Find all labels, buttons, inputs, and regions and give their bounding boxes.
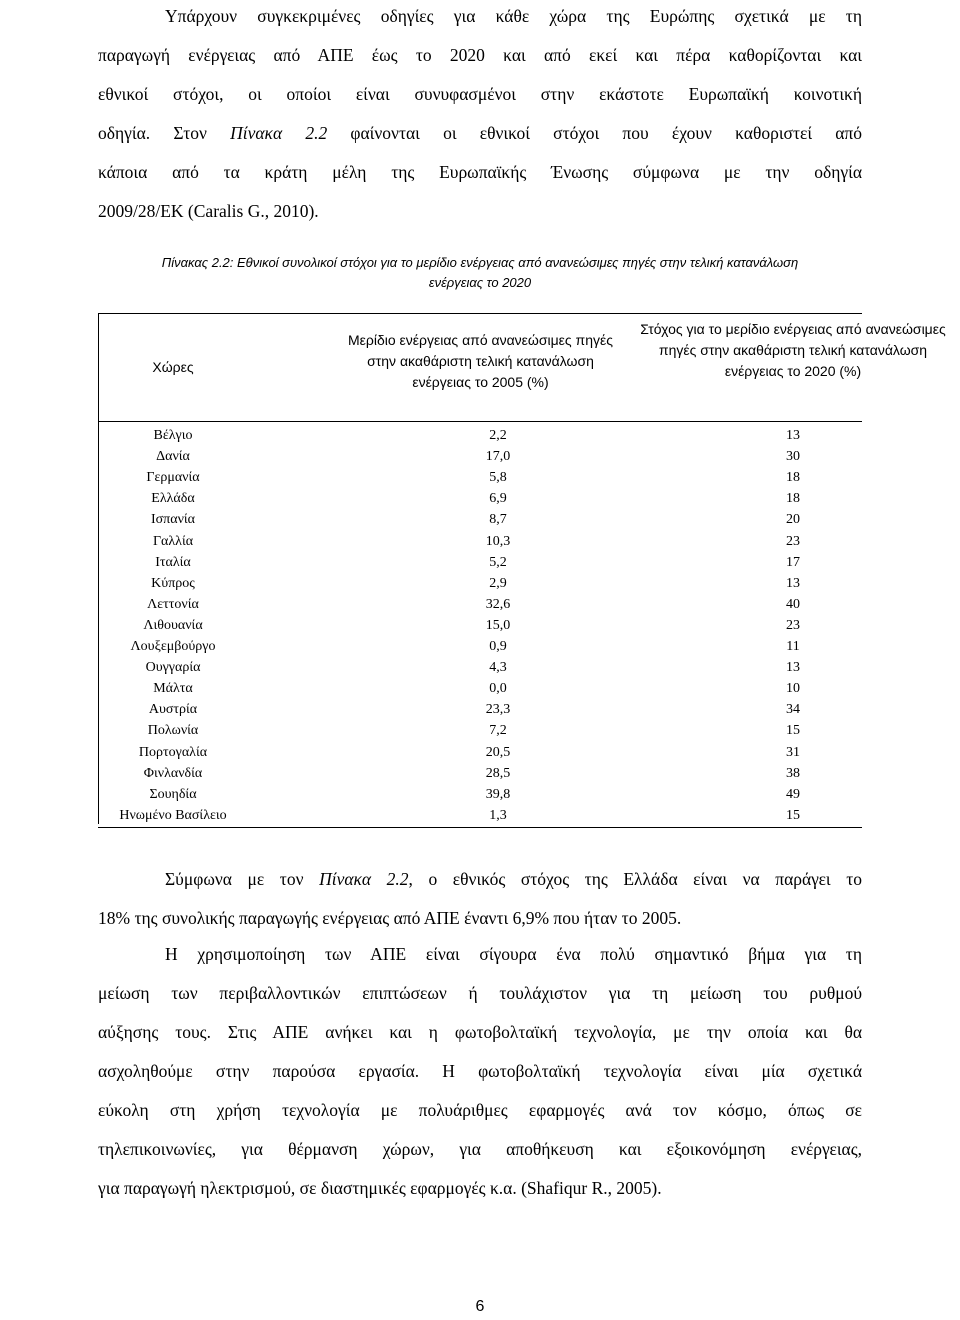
cell-target-2020: 38 (786, 765, 800, 781)
cell-country: Ελλάδα (151, 491, 195, 507)
table-row (98, 699, 862, 720)
text-line (98, 114, 862, 153)
cell-target-2020: 13 (786, 660, 800, 676)
table-reference: Πίνακα 2.2 (319, 869, 409, 889)
cell-share-2005: 15,0 (485, 617, 511, 633)
table-row (98, 467, 862, 488)
cell-country: Ισπανία (150, 512, 196, 528)
cell-country: Γερμανία (146, 470, 200, 486)
cell-target-2020: 18 (786, 470, 800, 486)
table-reference: Πίνακα 2.2 (230, 123, 328, 143)
caption-line: Πίνακας 2.2: Εθνικοί συνολικοί στόχοι για το μερίδιο ενέργειας από ανανεώσιμες πηγές στην τελική κατανάλωση (161, 255, 799, 270)
cell-target-2020: 17 (786, 554, 800, 570)
cell-country: Δανία (156, 449, 190, 465)
header-share-2005: Μερίδιο ενέργειας από ανανεώσιμες πηγές στην ακαθάριστη τελική κατανάλωση ενέργειας το 2005 (%) (347, 332, 613, 390)
cell-share-2005: 32,6 (485, 596, 511, 612)
cell-share-2005: 7,2 (489, 723, 507, 739)
cell-target-2020: 20 (786, 512, 800, 528)
cell-share-2005: 1,3 (489, 807, 507, 823)
cell-country: Ιταλία (155, 554, 191, 570)
cell-share-2005: 4,3 (489, 660, 507, 676)
cell-share-2005: 28,5 (485, 765, 511, 781)
cell-share-2005: 0,0 (489, 681, 507, 697)
table-row (98, 531, 862, 552)
cell-country: Ηνωμένο Βασίλειο (119, 807, 227, 823)
table-row (98, 763, 862, 784)
table-row (98, 552, 862, 573)
table-row (98, 805, 862, 826)
table-row (98, 446, 862, 467)
text-line: για παραγωγή ηλεκτρισμού, σε διαστημικές εφαρμογές κ.α. (Shafiqur R., 2005). (98, 1178, 662, 1198)
cell-target-2020: 40 (786, 596, 800, 612)
cell-share-2005: 39,8 (485, 786, 511, 802)
cell-target-2020: 49 (786, 786, 800, 802)
text-segment: οδηγία. Στον (98, 123, 231, 143)
cell-country: Ουγγαρία (145, 660, 201, 676)
table-top-rule (98, 313, 862, 314)
table-row (98, 657, 862, 678)
cell-share-2005: 5,2 (489, 554, 507, 570)
text-line: εθνικοί στόχοι, οι οποίοι είναι συνυφασμένοι στην εκάστοτε Ευρωπαϊκή κοινοτική (98, 84, 862, 104)
cell-country: Σουηδία (149, 786, 197, 802)
table-header-rule (98, 421, 862, 422)
cell-target-2020: 13 (786, 428, 800, 443)
cell-target-2020: 34 (786, 702, 800, 718)
cell-country: Βέλγιο (153, 428, 193, 443)
text-line: αύξησης τους. Στις ΑΠΕ ανήκει και η φωτοβολταϊκή τεχνολογία, με την οποία και θα (98, 1022, 862, 1042)
table-caption (98, 253, 862, 293)
cell-country: Λεττονία (147, 596, 199, 612)
cell-target-2020: 15 (786, 807, 800, 823)
cell-share-2005: 6,9 (489, 491, 507, 507)
cell-country: Πορτογαλία (138, 744, 208, 760)
cell-share-2005: 17,0 (485, 449, 511, 465)
cell-share-2005: 8,7 (489, 512, 507, 528)
cell-target-2020: 11 (786, 639, 800, 654)
text-segment: , ο εθνικός στόχος της Ελλάδα είναι να παράγει το (408, 869, 862, 889)
cell-country: Αυστρία (148, 702, 198, 718)
text-line: 2009/28/ΕΚ (Caralis G., 2010). (98, 201, 319, 221)
cell-country: Μάλτα (153, 681, 193, 697)
cell-country: Κύπρος (151, 575, 195, 591)
cell-target-2020: 30 (786, 449, 800, 465)
paragraph-2 (98, 860, 862, 938)
cell-target-2020: 31 (786, 744, 800, 760)
text-line: τηλεπικοινωνίες, για θέρμανση χώρων, για αποθήκευση και εξοικονόμηση ενέργειας, (98, 1139, 862, 1159)
cell-country: Πολωνία (147, 723, 199, 739)
table-row (98, 742, 862, 763)
table-row (98, 594, 862, 615)
table-row (98, 509, 862, 530)
page-number: 6 (475, 1298, 485, 1315)
text-line: παραγωγή ενέργειας από ΑΠΕ έως το 2020 και από εκεί και πέρα καθορίζονται και (98, 45, 862, 65)
paragraph-3 (98, 935, 862, 1208)
cell-country: Φινλανδία (143, 765, 203, 781)
table-row (98, 784, 862, 805)
cell-country: Λιθουανία (143, 617, 203, 633)
cell-target-2020: 23 (786, 533, 800, 549)
cell-target-2020: 10 (786, 681, 800, 697)
cell-target-2020: 23 (786, 617, 800, 633)
table-row (98, 425, 862, 446)
cell-target-2020: 18 (786, 491, 800, 507)
header-countries: Χώρες (152, 359, 194, 375)
cell-share-2005: 10,3 (485, 533, 511, 549)
table-bottom-rule (98, 827, 862, 828)
cell-country: Λουξεμβούργο (130, 639, 216, 654)
text-line: ασχοληθούμε στην παρούσα εργασία. Η φωτοβολταϊκή τεχνολογία είναι μία σχετικά (98, 1061, 862, 1081)
table-row (98, 488, 862, 509)
cell-share-2005: 2,2 (489, 428, 507, 443)
cell-share-2005: 2,9 (489, 575, 507, 591)
header-target-2020: Στόχος για το μερίδιο ενέργειας από ανανεώσιμες πηγές στην ακαθάριστη τελική κατανάλωση ενέργειας το 2020 (%) (640, 321, 946, 379)
text-line: μείωση των περιβαλλοντικών επιπτώσεων ή τουλάχιστον για τη μείωση του ρυθμού (98, 983, 862, 1003)
text-segment: Σύμφωνα με τον (165, 869, 320, 889)
text-line: εύκολη στη χρήση τεχνολογία με πολυάριθμες εφαρμογές ανά τον κόσμο, όπως σε (98, 1100, 862, 1120)
caption-line: ενέργειας το 2020 (428, 275, 532, 290)
cell-target-2020: 13 (786, 575, 800, 591)
text-segment: φαίνονται οι εθνικοί στόχοι που έχουν καθοριστεί από (327, 123, 863, 143)
table-row (98, 636, 862, 657)
cell-country: Γαλλία (152, 533, 194, 549)
text-line: 18% της συνολικής παραγωγής ενέργειας από ΑΠΕ έναντι 6,9% που ήταν το 2005. (98, 908, 682, 928)
text-line: Υπάρχουν συγκεκριμένες οδηγίες για κάθε χώρα της Ευρώπης σχετικά με τη (165, 6, 862, 26)
table-row (98, 573, 862, 594)
table-row (98, 720, 862, 741)
cell-target-2020: 15 (786, 723, 800, 739)
text-line: κάποια από τα κράτη μέλη της Ευρωπαϊκής Ένωσης σύμφωνα με την οδηγία (98, 162, 862, 182)
table-row (98, 615, 862, 636)
cell-share-2005: 0,9 (489, 639, 507, 654)
intro-paragraph (98, 0, 862, 231)
cell-share-2005: 23,3 (485, 702, 511, 718)
text-line: Η χρησιμοποίηση των ΑΠΕ είναι σίγουρα ένα πολύ σημαντικό βήμα για τη (165, 944, 862, 964)
cell-share-2005: 20,5 (485, 744, 511, 760)
text-line (98, 860, 862, 899)
cell-share-2005: 5,8 (489, 470, 507, 486)
table-row (98, 678, 862, 699)
